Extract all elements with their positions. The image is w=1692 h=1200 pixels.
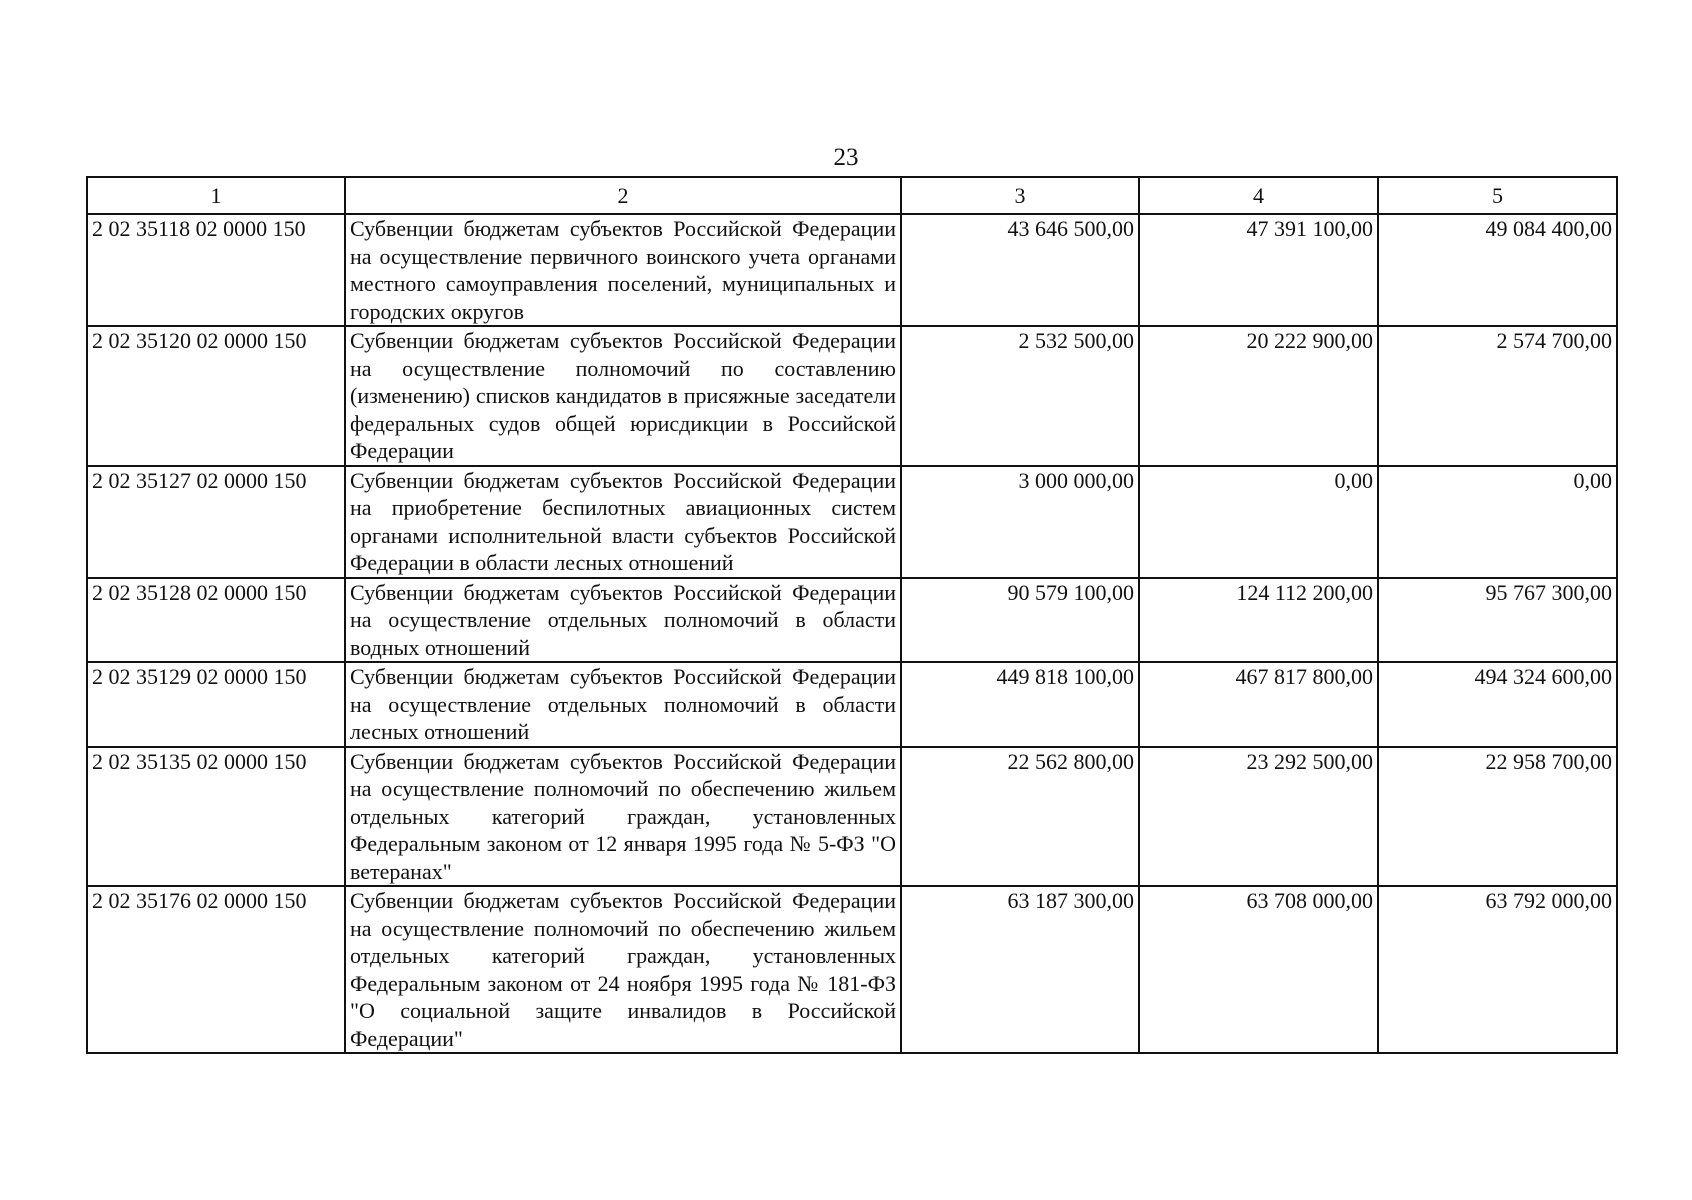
row-description: Субвенции бюджетам субъектов Российской Федерации на осуществление первичного воинского учета органами местного самоуправления поселений, муниципальных и городских округов [345,214,901,326]
row-code: 2 02 35120 02 0000 150 [87,326,345,466]
row-amount-col5: 0,00 [1378,466,1617,578]
table-row [87,747,1617,887]
row-amount-col4: 23 292 500,00 [1139,747,1378,887]
column-header-2: 2 [345,177,901,214]
row-description: Субвенции бюджетам субъектов Российской Федерации на осуществление полномочий по обеспечению жильем отдельных категорий граждан, установленных Федеральным законом от 12 января 1995 года № 5-ФЗ "О ветеранах" [345,747,901,887]
row-code: 2 02 35118 02 0000 150 [87,214,345,326]
row-description: Субвенции бюджетам субъектов Российской Федерации на осуществление полномочий по составлению (изменению) списков кандидатов в присяжные заседатели федеральных судов общей юрисдикции в Российской Федерации [345,326,901,466]
row-amount-col4: 63 708 000,00 [1139,886,1378,1053]
row-code: 2 02 35135 02 0000 150 [87,747,345,887]
row-amount-col5: 2 574 700,00 [1378,326,1617,466]
column-header-1: 1 [87,177,345,214]
row-description: Субвенции бюджетам субъектов Российской Федерации на осуществление полномочий по обеспечению жильем отдельных категорий граждан, установленных Федеральным законом от 24 ноября 1995 года № 181-ФЗ "О социальной защите инвалидов в Российской Федерации" [345,886,901,1053]
row-amount-col5: 95 767 300,00 [1378,578,1617,663]
row-amount-col3: 2 532 500,00 [901,326,1139,466]
row-amount-col3: 63 187 300,00 [901,886,1139,1053]
row-amount-col5: 494 324 600,00 [1378,662,1617,747]
row-code: 2 02 35128 02 0000 150 [87,578,345,663]
row-amount-col3: 43 646 500,00 [901,214,1139,326]
table-row [87,886,1617,1053]
page-number: 23 [833,144,859,171]
row-amount-col4: 0,00 [1139,466,1378,578]
column-header-5: 5 [1378,177,1617,214]
row-code: 2 02 35127 02 0000 150 [87,466,345,578]
row-amount-col4: 124 112 200,00 [1139,578,1378,663]
row-code: 2 02 35176 02 0000 150 [87,886,345,1053]
table-row [87,326,1617,466]
row-amount-col3: 90 579 100,00 [901,578,1139,663]
row-amount-col5: 49 084 400,00 [1378,214,1617,326]
row-description: Субвенции бюджетам субъектов Российской Федерации на осуществление отдельных полномочий в области лесных отношений [345,662,901,747]
table-row [87,466,1617,578]
row-amount-col4: 20 222 900,00 [1139,326,1378,466]
table-row [87,578,1617,663]
row-amount-col4: 467 817 800,00 [1139,662,1378,747]
header-row [87,177,1617,214]
column-header-3: 3 [901,177,1139,214]
column-header-4: 4 [1139,177,1378,214]
row-amount-col5: 22 958 700,00 [1378,747,1617,887]
row-amount-col3: 22 562 800,00 [901,747,1139,887]
row-code: 2 02 35129 02 0000 150 [87,662,345,747]
row-amount-col5: 63 792 000,00 [1378,886,1617,1053]
table-row [87,214,1617,326]
row-description: Субвенции бюджетам субъектов Российской Федерации на осуществление отдельных полномочий в области водных отношений [345,578,901,663]
row-amount-col3: 449 818 100,00 [901,662,1139,747]
budget-table [86,176,1618,1054]
row-amount-col4: 47 391 100,00 [1139,214,1378,326]
table-row [87,662,1617,747]
row-amount-col3: 3 000 000,00 [901,466,1139,578]
row-description: Субвенции бюджетам субъектов Российской Федерации на приобретение беспилотных авиационных систем органами исполнительной власти субъектов Российской Федерации в области лесных отношений [345,466,901,578]
